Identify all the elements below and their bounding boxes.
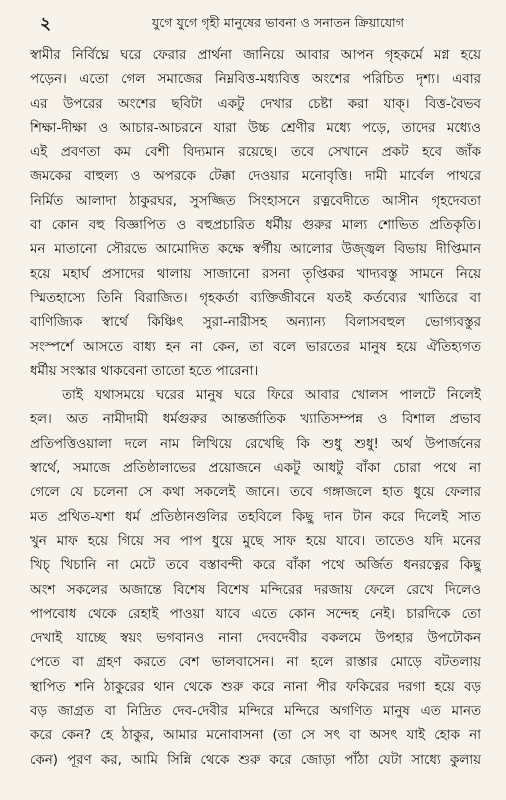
text-line: বাণিজ্যিক স্বার্থে কিঞ্চিৎ সুরা-নারীসহ অন্যান্য বিলাসবহুল ভোগ্যবস্তুর [30, 315, 481, 331]
text-line: পাপবোধ থেকে রেহাই পাওয়া যাবে এতে কোন সন্দেহ নেই। চারদিকে তো [30, 606, 481, 622]
text-line: জমকের বাহুল্য ও অপরকে টেক্কা দেওয়ার মনোবৃত্তি। দামী মার্বেল পাথরে [30, 169, 481, 185]
text-line: এই প্রবণতা কম বেশী বিদ্যমান রয়েছে। তবে সেখানে প্রকট হবে জাঁক [30, 145, 481, 161]
text-line: অংশ সকলের অজান্তে বিশেষ বিশেষ মন্দিরের দরজায় ফেলে রেখে দিলেও [30, 582, 481, 598]
text-line: স্বামীর নির্বিঘ্নে ঘরে ফেরার প্রার্থনা জানিয়ে আবার আপন গৃহকর্মে মগ্ন হয়ে [30, 48, 481, 63]
running-title: যুগে যুগে গৃহী মানুষের ভাবনা ও সনাতন ক্রিয়াযোগ [151, 15, 405, 30]
text-line: গেলে যে চলেনা সে কথা সকলেই জানে। তবে গঙ্গাজলে হাত ধুয়ে ফেলার [30, 485, 481, 501]
text-line: হল। অত নামীদামী ধর্মগুরুর আন্তর্জাতিক খ্যাতিসম্পন্ন ও বিশাল প্রভাব [30, 412, 481, 428]
text-line: স্থাপিত শনি ঠাকুরের থান থেকে শুরু করে নানা পীর ফকিরের দরগা হয়ে বড় [30, 679, 481, 695]
page-header [40, 12, 476, 38]
text-line: এর উপরের অংশের ছবিটা একটু দেখার চেষ্টা করা যাক্‌। বিত্ত-বৈভব [30, 96, 481, 112]
page-number: ২ [40, 14, 52, 34]
text-line: মন মাতানো সৌরভে আমোদিত কক্ষে স্বর্গীয় আলোর উজ্জ্বল বিভায় দীপ্তিমান [30, 242, 481, 258]
text-line: প্রতিপত্তিওয়ালা দলে নাম লিখিয়ে রেখেছি কি শুধু শুধু! অর্থ উপার্জনের [30, 436, 481, 452]
text-line: খিচ্‌ খিচানি না মেটে তবে বস্তাবন্দী করে বাঁকা পথে অর্জিত ধনরত্নের কিছু [30, 558, 481, 574]
text-line: স্বার্থে, সমাজে প্রতিষ্ঠালাভের প্রয়োজনে একটু আধটু বাঁকা চোরা পথে না [30, 461, 481, 477]
text-line: ধর্মীয় সংস্কার থাকবেনা তাতো হতে পারেনা। [30, 363, 259, 379]
text-line: বা কোন বহু বিজ্ঞাপিত ও বহুপ্রচারিত ধর্মীয় গুরুর মাল্য শোভিত প্রতিকৃতি। [30, 218, 481, 234]
text-line: সংস্পর্শে আসতে বাধ্য হন না কেন, তা বলে ভারতের মানুষ হয়ে ঐতিহ্যগত [30, 339, 481, 355]
text-line: পড়েন। এতো গেল সমাজের নিম্নবিত্ত-মধ্যবিত্ত অংশের পরিচিত দৃশ্য। এবার [30, 72, 481, 88]
text-line: স্মিতহাস্যে তিনি বিরাজিত। গৃহকর্তা ব্যক্তিজীবনে যতই কর্তব্যের খাতিরে বা [30, 290, 481, 306]
text-line: নির্মিত আলাদা ঠাকুরঘর, সুসজ্জিত সিংহাসনে রত্নবেদীতে আসীন গৃহদেবতা [30, 193, 481, 209]
text-line: দেখাই যাচ্ছে স্বয়ং ভগবানও নানা দেবদেবীর বকলমে উপহার উপঢৌকন [30, 631, 481, 647]
text-line: পেতে বা গ্রহণ করতে বেশ ভালবাসেন। না হলে রাস্তার মোড়ে বটতলায় [30, 655, 481, 671]
text-line: বড় জাগ্রত বা নিদ্রিত দেব-দেবীর মন্দিরে মন্দিরে অগণিত মানুষ এত মানত [30, 704, 481, 720]
text-line: হয়ে মহার্ঘ প্রসাদের থালায় সাজানো রসনা তৃপ্তিকর খাদ্যবস্তু সামনে নিয়ে [30, 266, 481, 282]
text-line: করে কেন? হে ঠাকুর, আমার মনোবাসনা (তা সে সৎ বা অসৎ যাই হোক না [30, 728, 481, 744]
text-line: কেন) পূরণ কর, আমি সিন্নি থেকে শুরু করে জোড়া পাঁঠা যেটা সাধ্যে কুলায় [30, 752, 481, 768]
text-line: শিক্ষা-দীক্ষা ও আচার-আচরনে যারা উচ্চ শ্রেণীর মধ্যে পড়ে, তাদের মধ্যেও [30, 120, 481, 136]
text-line: খুন মাফ হয়ে গিয়ে সব পাপ ধুয়ে মুছে সাফ হয়ে যাবে। তাতেও যদি মনের [30, 533, 481, 549]
text-line: তাই যথাসময়ে ঘরের মানুষ ঘরে ফিরে আবার খোলস পালটে নিলেই [62, 388, 481, 404]
body-text [30, 44, 481, 773]
text-line: মত প্রথিত-যশা ধর্ম প্রতিষ্ঠানগুলির তহবিলে কিছু দান টান করে দিলেই সাত [30, 509, 481, 525]
